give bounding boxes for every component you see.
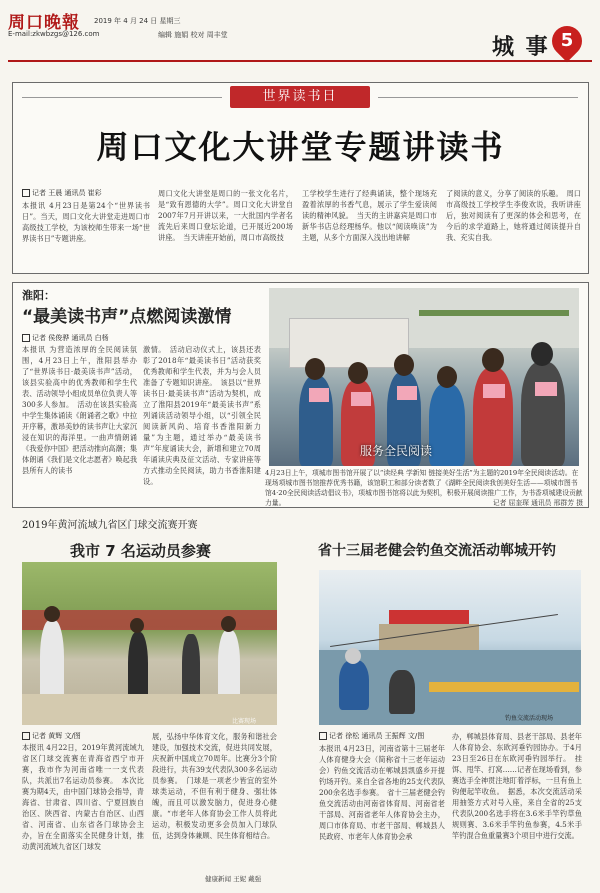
fishing-photo bbox=[319, 570, 581, 725]
gateball-kicker: 2019年黄河流域九省区门球交流赛开赛 bbox=[22, 520, 198, 531]
reading-photo-caption bbox=[265, 468, 583, 508]
fishing-column-2: 办，郸城县体育局、县老干部局、县老年人体育协会、东欧河垂钓园协办。于4月23日至26日在东欧河垂钓园举行。 挂饵、甩竿、打窝……记者在现场看到，参赛选手全神贯注地盯着浮标，一旦有鱼上钩便起竿收鱼。 据悉，本次交流活动采用抽签方式对号入座，来自全省的25支代表队200名选手将在3.6米手竿钓草鱼规则赛、3.6米手竿钓鱼参赛，4.5米手竿钓混合鱼重量赛3个项目中进行交流。 bbox=[452, 732, 582, 840]
photo-overlay-label: 服务全民阅读 bbox=[360, 444, 433, 458]
gateball-column-1: 本报讯 4月22日，2019年黄河流域九省区门球交流赛在青海省西宁市开赛，我市作为河南省唯一一支代表队，共派出7名运动员参赛。 本次比赛为期4天，由中国门球协会指导，青海省、甘肃省、四川省、宁夏回族自治区、陕西省、内蒙古自治区、山西省、河南省、山东省各门球协会主办，旨在全面落实全民健身计划，推动黄河流域九省区门球发 bbox=[22, 743, 144, 851]
page-number: 5 bbox=[560, 30, 574, 51]
feature-headline: 周口文化大讲堂专题讲读书 bbox=[96, 128, 505, 166]
gateball-credit: 健康新闻 王妮 戴强 bbox=[205, 875, 262, 883]
banner-line-right bbox=[378, 97, 578, 98]
masthead-editors: 编辑 施娟 校对 周丰堂 bbox=[158, 31, 228, 39]
feature-column-4: 了阅读的意义，分享了阅读的乐趣。 周口市高级技工学校学生李俊欢说，我听讲座后，独对阅读有了更深的体会和思考，在今后的求学道路上，她将通过阅读提升自我、充实自我。 bbox=[446, 189, 581, 242]
fishing-column-1: 本报讯 4月23日，河南省第十三届老年人体育健身大会（简称省十三老年运动会）钓鱼交流活动在郸城县凯盛乡开提钓场开钓。来自全省各地的25支代表队200余名选手参赛。 省十三届老健会钓鱼交流活动由河南省体育局、河南省老干部局、河南省老年人体育协会主办，周口市体育局、市老干部局、郸城县人民政府、市老年人体育协会承 bbox=[319, 744, 445, 841]
gateball-photo bbox=[22, 562, 277, 725]
gateball-headline: 我市 7 名运动员参赛 bbox=[70, 542, 211, 560]
masthead-date: 2019 年 4 月 24 日 星期三 bbox=[94, 17, 181, 25]
banner-line-left bbox=[22, 97, 222, 98]
newspaper-logo: 周口晚報 bbox=[8, 13, 80, 33]
reading-byline: 记者 侯俊骅 通讯员 白杨 bbox=[22, 333, 109, 343]
masthead-rule bbox=[8, 60, 592, 62]
feature-column-3: 工学校学生进行了经典诵读，整个现场充盈着浓厚的书香气息，展示了学生爱读阅读的精神风貌。 当天的主讲嘉宾是周口市新华书店总经理杨华。他以“阅读唤读”为主题，从多个方面深入浅出地讲解 bbox=[302, 189, 437, 242]
feature-column-1: 本报讯 4月23日是第24个“世界读书日”。当天，周口文化大讲堂走进周口市高级技工学校，为该校师生带来一场“世界读书日”专题讲座。 bbox=[22, 201, 150, 243]
feature-column-2: 周口文化大讲堂是周口的一张文化名片，是“致有恩德的大学”。周口文化大讲堂自2007年7月开讲以来，一大批国内学者名流先后来周口登坛论道，已开展近200场讲座。 当天讲座开始前，周口市高级技 bbox=[158, 189, 293, 242]
library-reading-photo bbox=[269, 288, 579, 466]
gateball-byline: 记者 黄辉 文/图 bbox=[22, 731, 81, 741]
reading-caption-credit: 记者 屈奎琛 通讯员 邢群芳 摄 bbox=[492, 499, 583, 507]
reading-column-1: 本报讯 为营造浓厚的全民阅读氛围，4月23日上午，淮阳县举办了“世界读书日·最美读书声”活动，该县实验高中的优秀教师和学生代表、活动领导小组成员单位负责人等300多人参加。 活动在该县实验高中学生集体诵读《朗诵者之歌》中拉开序幕，激昂美妙的读书声让大家沉浸在知识的海洋里。一曲声情朗诵《我爱你中国》把活动推向高潮；集体朗诵《我们是文化志愿者》唤起我县所有人的读书 bbox=[22, 345, 138, 475]
gateball-photo-label: 比赛现场 bbox=[232, 718, 257, 725]
fishing-byline: 记者 徐松 通讯员 王振辉 文/图 bbox=[319, 731, 424, 741]
gateball-column-2: 展，弘扬中华体育文化，服务和谐社会建设，加强技术交流，促进共同发展，庆祝新中国成立70周年。比赛分3个阶段进行，共有39支代表队300多名运动员参赛。 门球是一项老少皆宜的室外球类运动，不但有利于健身、强壮体魄，而且可以激发脑力，促进身心健康。“市老年人体育协会工作人员将此运动，积极发动更多会员加入门球队伍，达到身体兼顾、民生体育相结合。 bbox=[152, 732, 277, 840]
fishing-photo-label: 钓鱼交流活动现场 bbox=[505, 715, 554, 722]
section-title: 城 事 bbox=[492, 34, 550, 60]
reading-caption-text: 4月23日上午，项城市图书馆开展了以“读经典 学新知 链接美好生活”为主题的2019年全民阅读活动。在现场项城市图书馆推荐优秀书籍，该馆职工和部分读者数了《湖畔全民阅读我创美好生活——项城市图书馆4·20全民阅读活动倡议书》，项城市图书馆将以此为契机，积极开展阅读推广工作，为书香项城建设贡献力量。 bbox=[265, 469, 583, 507]
reading-column-2: 激情。 活动启动仪式上，该县还表彰了2018年“最美读书日”活动获奖优秀教师和学生代表，并为与会人员准备了专题知识讲座。 该县以“世界读书日·最美读书声”活动为契机，成立了淮阳县2019年“最美读书声”系列诵读活动领导小组，以“引领全民阅读新风尚、培育书香淮阳新力量”为主题，通过举办“最美读书声”年度诵读大会，新增和建立70周年诵读庆典及征文活动、专家讲座等方式推动全民阅读，助力书香淮阳建设。 bbox=[143, 345, 261, 486]
feature-article-box bbox=[12, 82, 589, 274]
reading-headline: “最美读书声”点燃阅读激情 bbox=[22, 307, 232, 327]
masthead-email: E-mail:zkwbzgs@126.com bbox=[8, 30, 100, 38]
feature-byline: 记者 王晨 通讯员 崔彩 bbox=[22, 188, 102, 198]
fishing-headline: 省十三届老健会钓鱼交流活动郸城开钓 bbox=[318, 543, 556, 559]
feature-banner: 世界读书日 bbox=[230, 86, 370, 108]
reading-kicker: 淮阳： bbox=[22, 289, 55, 302]
